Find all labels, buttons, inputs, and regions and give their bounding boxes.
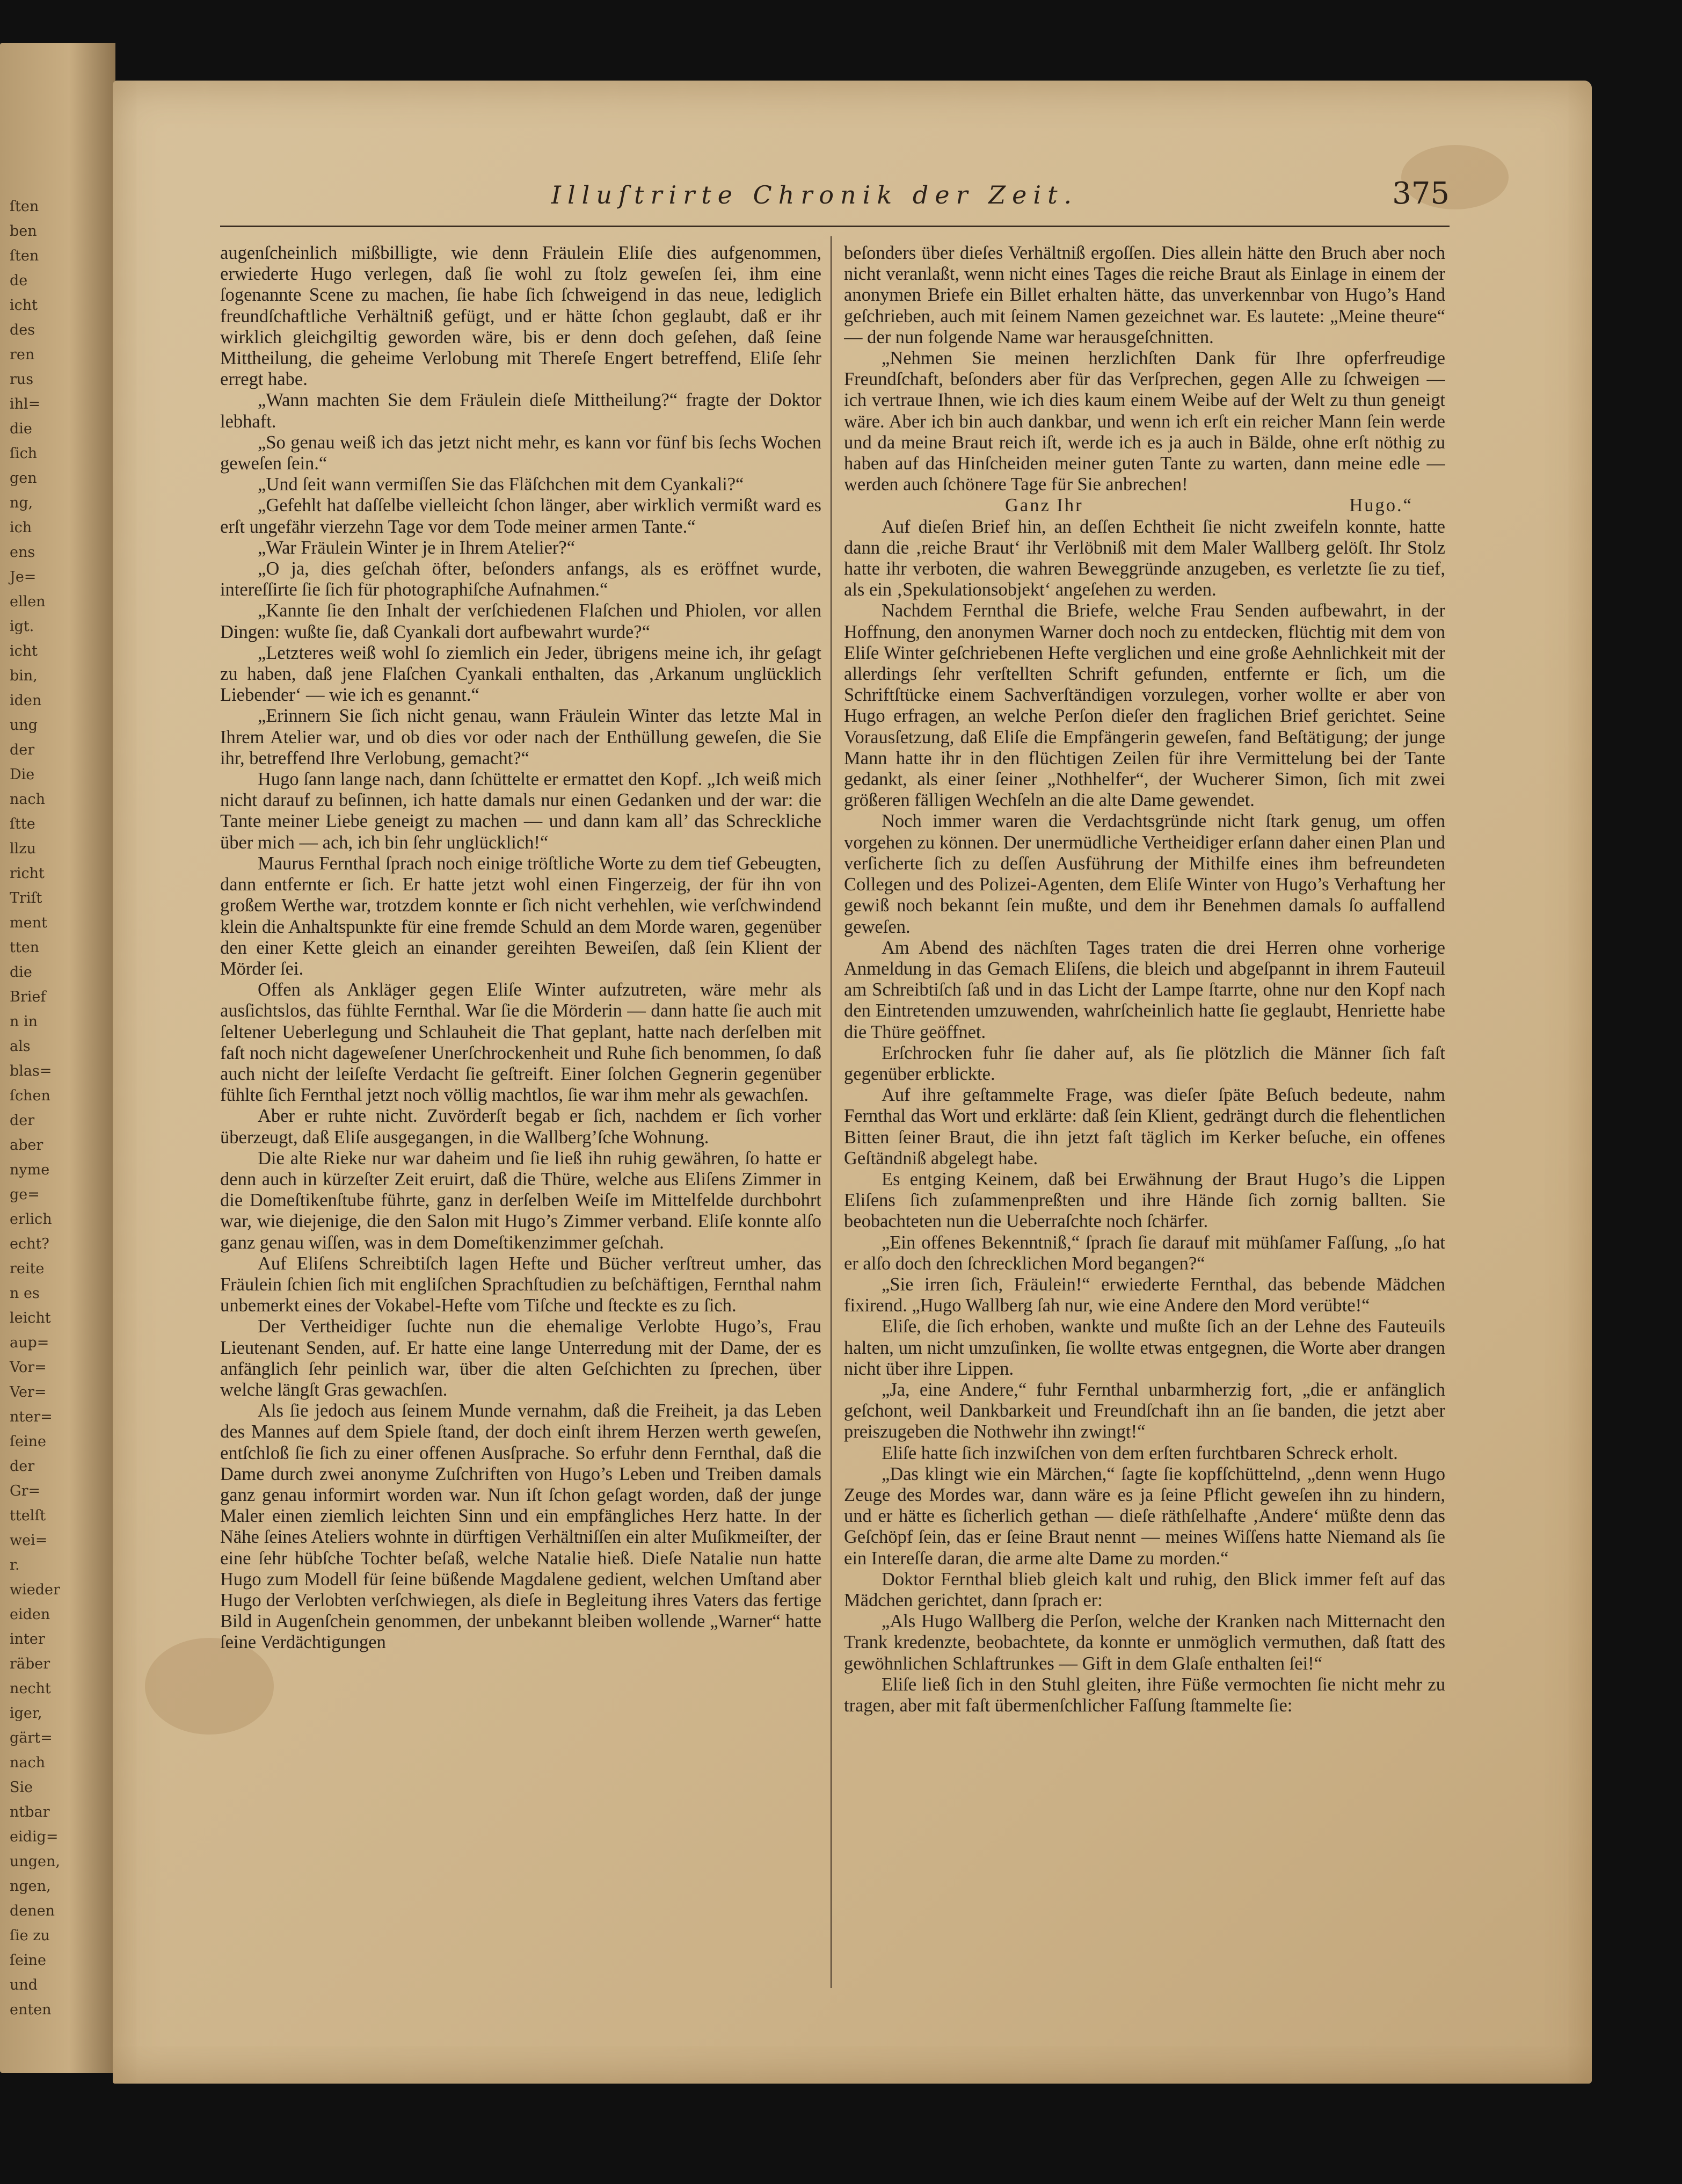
paragraph: „Als Hugo Wallberg die Perſon, welche der Kranken nach Mitternacht den Trank kredenzte, beobachtete, da konnte er unmöglich vermuthen, daß ſtatt des gewöhnlichen Schlaftrunkes — Gift in dem Glaſe enthalten ſei!“ xyxy=(844,1611,1445,1674)
previous-page-fragment: nach xyxy=(10,1754,45,1771)
previous-page-fragment: ſeine xyxy=(10,1952,46,1969)
previous-page-fragment: richt xyxy=(10,865,45,882)
previous-page-edge xyxy=(0,43,115,2073)
previous-page-fragment: iger, xyxy=(10,1705,42,1722)
page-number: 375 xyxy=(1392,176,1450,211)
previous-page-fragment: gen xyxy=(10,470,37,487)
paragraph: Hugo ſann lange nach, dann ſchüttelte er ermattet den Kopf. „Ich weiß mich nicht darauf zu beſinnen, ich hatte damals nur einen Gedanken und der war: die Tante meiner Liebe geneigt zu machen — und dann kam all’ das Schreckliche über mich — ach, ich bin ſehr unglücklich!“ xyxy=(220,769,821,853)
previous-page-fragment: ſich xyxy=(10,445,38,462)
previous-page-fragment: der xyxy=(10,742,35,758)
previous-page-fragment: die xyxy=(10,964,32,981)
previous-page-fragment: ben xyxy=(10,223,37,240)
previous-page-fragment: blas= xyxy=(10,1063,52,1079)
previous-page-fragment: wieder xyxy=(10,1581,60,1598)
previous-page-fragment: llzu xyxy=(10,840,36,857)
previous-page-fragment: Je= xyxy=(10,569,37,585)
paragraph: „Ja, eine Andere,“ fuhr Fernthal unbarmherzig fort, „die er anfänglich geſchont, weil Dankbarkeit und Freundſchaft ihn an ſie banden, die jetzt aber preiszugeben die Nothwehr ihn zwingt!“ xyxy=(844,1379,1445,1442)
previous-page-fragment: ſie zu xyxy=(10,1927,50,1944)
previous-page-fragment: als xyxy=(10,1038,31,1055)
previous-page-fragment: r. xyxy=(10,1557,20,1573)
previous-page-fragment: aup= xyxy=(10,1334,49,1351)
previous-page-fragment: Vor= xyxy=(10,1359,47,1376)
previous-page-fragment: ment xyxy=(10,915,47,931)
previous-page-fragment: bin, xyxy=(10,667,38,684)
previous-page-fragment: ellen xyxy=(10,593,46,610)
paragraph: Eliſe, die ſich erhoben, wankte und mußte ſich an der Lehne des Fauteuils halten, um nicht umzuſinken, ſie wollte etwas entgegnen, die Worte aber drangen nicht über ihre Lippen. xyxy=(844,1316,1445,1379)
previous-page-fragment: die xyxy=(10,420,32,437)
paragraph: „O ja, dies geſchah öfter, beſonders anfangs, als es eröffnet wurde, intereſſirte ſie ſich für photographiſche Aufnahmen.“ xyxy=(220,558,821,600)
previous-page-fragment: icht xyxy=(10,643,38,659)
previous-page-fragment: enten xyxy=(10,2001,52,2018)
right-text-column xyxy=(844,243,1445,1988)
previous-page-fragment: erlich xyxy=(10,1211,52,1228)
previous-page-fragment: icht xyxy=(10,297,38,314)
paragraph: Am Abend des nächſten Tages traten die drei Herren ohne vorherige Anmeldung in das Gemach Eliſens, die bleich und abgeſpannt in ihrem Fauteuil am Schreibtiſch ſaß und in das Licht der Lampe ſtarrte, ohne nur den Kopf nach den Eintretenden umzuwenden, wahrſcheinlich hatte ſie geglaubt, Henriette habe die Thüre geöffnet. xyxy=(844,937,1445,1042)
column-divider xyxy=(831,236,832,1988)
previous-page-fragment: echt? xyxy=(10,1236,49,1252)
previous-page-fragment: ſchen xyxy=(10,1087,50,1104)
paragraph: „Erinnern Sie ſich nicht genau, wann Fräulein Winter das letzte Mal in Ihrem Atelier war, und ob dies vor oder nach der Enthüllung geweſen, die Sie ihr, betreffend Ihre Verlobung, gemacht?“ xyxy=(220,706,821,768)
page-header xyxy=(180,176,1450,219)
paragraph: „So genau weiß ich das jetzt nicht mehr, es kann vor fünf bis ſechs Wochen geweſen ſein.“ xyxy=(220,432,821,474)
previous-page-fragment: n es xyxy=(10,1285,40,1302)
previous-page-fragment: wei= xyxy=(10,1532,48,1549)
previous-page-fragment: nyme xyxy=(10,1162,50,1178)
previous-page-fragment: nter= xyxy=(10,1409,53,1425)
previous-page-fragment: iden xyxy=(10,692,42,709)
previous-page-fragment: ngen, xyxy=(10,1878,51,1895)
previous-page-fragment: ng, xyxy=(10,495,33,511)
previous-page-fragment: ich xyxy=(10,519,32,536)
paragraph: Es entging Keinem, daß bei Erwähnung der Braut Hugo’s die Lippen Eliſens ſich zuſammenpreßten und ihre Hände ſich zornig ballten. Sie beobachteten nun die Ueberraſchte noch ſchärfer. xyxy=(844,1169,1445,1232)
previous-page-fragment: ge= xyxy=(10,1186,40,1203)
previous-page-fragment: ren xyxy=(10,346,35,363)
previous-page-fragment: ihl= xyxy=(10,396,41,412)
previous-page-fragment: n in xyxy=(10,1013,38,1030)
previous-page-fragment: leicht xyxy=(10,1310,51,1326)
previous-page-fragment: des xyxy=(10,322,35,338)
previous-page-fragment: necht xyxy=(10,1680,51,1697)
paragraph: Auf dieſen Brief hin, an deſſen Echtheit ſie nicht zweifeln konnte, hatte dann die ‚reiche Braut‘ ihr Verlöbniß mit dem Maler Wallberg gelöſt. Ihr Stolz hatte ihr verboten, die wahren Beweggründe anzugeben, es verletzte ſie zu tief, als ein ‚Spekulationsobjekt‘ angeſehen zu werden. xyxy=(844,516,1445,600)
previous-page-fragment: inter xyxy=(10,1631,45,1648)
previous-page-fragment: und xyxy=(10,1977,38,1993)
paragraph: „War Fräulein Winter je in Ihrem Atelier?“ xyxy=(258,537,576,558)
paragraph: Eliſe hatte ſich inzwiſchen von dem erſten furchtbaren Schreck erholt. xyxy=(882,1442,1398,1463)
previous-page-fragment: aber xyxy=(10,1137,43,1153)
paragraph: „Wann machten Sie dem Fräulein dieſe Mittheilung?“ fragte der Doktor lebhaft. xyxy=(220,390,821,432)
paragraph: Offen als Ankläger gegen Eliſe Winter aufzutreten, wäre mehr als ausſichtslos, das fühlte Fernthal. War ſie die Mörderin — dann hatte ſie auch mit ſeltener Ueberlegung und Schlauheit die That geplant, hatte nach derſelben mit faſt noch nicht dageweſener Unerſchrockenheit und Ruhe ſich benommen, ſo daß auch nicht der leiſeſte Verdacht ſie geſtreift. Einer ſolchen Gegnerin gegenüber fühlte ſich Fernthal jetzt noch völlig machtlos, ſie war ihm mehr als gewachſen. xyxy=(220,979,821,1106)
letter-signature xyxy=(844,495,1445,516)
previous-page-fragment: eiden xyxy=(10,1606,50,1623)
paragraph: Die alte Rieke nur war daheim und ſie ließ ihn ruhig gewähren, ſo hatte er denn auch in kürzeſter Zeit eruirt, daß die Thüre, welche aus Eliſens Zimmer in die Domeſtikenſtube führte, ganz in derſelben Weiſe im Mittelfelde durchbohrt war, wie diejenige, die den Salon mit Hugo’s Zimmer verband. Eliſe konnte alſo ganz genau wiſſen, was in dem Domeſtikenzimmer geſchah. xyxy=(220,1148,821,1253)
paragraph: Eliſe ließ ſich in den Stuhl gleiten, ihre Füße vermochten ſie nicht mehr zu tragen, aber mit faſt übermenſchlicher Faſſung ſtammelte ſie: xyxy=(844,1674,1445,1716)
running-title: Illuſtrirte Chronik der Zeit. xyxy=(551,180,1079,209)
paragraph: Noch immer waren die Verdachtsgründe nicht ſtark genug, um offen vorgehen zu können. Der unermüdliche Vertheidiger erſann daher einen Plan und verſicherte ſich zu deſſen Ausführung der Mithilfe eines ihm befreundeten Collegen und des Polizei-Agenten, dem Eliſe Winter von Hugo’s Verhaftung her gewiß noch bekannt ſein mußte, und dem ihr Benehmen damals ſo auffallend geweſen. xyxy=(844,811,1445,937)
paragraph: Nachdem Fernthal die Briefe, welche Frau Senden aufbewahrt, in der Hoffnung, den anonymen Warner doch noch zu entdecken, flüchtig mit dem von Eliſe Winter geſchriebenen Hefte verglichen und eine große Aehnlichkeit mit der allerdings ſehr verſtellten Schrift gefunden, entfernte er ſich, um die Schriftſtücke einem Sachverſtändigen vorzulegen, vorher wollte er aber von Hugo erfragen, an welche Perſon dieſer den fraglichen Brief gerichtet. Seine Vorausſetzung, daß Eliſe die Empfängerin geweſen, fand Beſtätigung; der junge Mann hatte ihr in den flüchtigen Zeilen für ihre Vermittelung bei der Tante gedankt, als einer ſeiner „Nothhelfer“, der Wucherer Simon, ſich mit zwei größeren fälligen Wechſeln an die alte Dame gewendet. xyxy=(844,600,1445,811)
paragraph: „Sie irren ſich, Fräulein!“ erwiederte Fernthal, das bebende Mädchen fixirend. „Hugo Wallberg ſah nur, wie eine Andere den Mord verübte!“ xyxy=(844,1274,1445,1316)
previous-page-fragment: reite xyxy=(10,1260,45,1277)
paragraph: Maurus Fernthal ſprach noch einige tröſtliche Worte zu dem tief Gebeugten, dann entfernte er ſich. Er hatte jetzt wohl einen Fingerzeig, der für ihn von großem Werthe war, trotzdem konnte er ſich nicht verhehlen, wie verſchwindend klein die Anhaltspunkte für eine fremde Schuld an dem Morde waren, gegenüber den einer Kette gleich an einander gereihten Beweiſen, daß ſein Klient der Mörder ſei. xyxy=(220,853,821,979)
previous-page-fragment: tten xyxy=(10,939,40,956)
previous-page-fragment: ens xyxy=(10,544,35,561)
paragraph: „Kannte ſie den Inhalt der verſchiedenen Flaſchen und Phiolen, vor allen Dingen: wußte ſie, daß Cyankali dort aufbewahrt wurde?“ xyxy=(220,600,821,642)
paragraph: Der Vertheidiger ſuchte nun die ehemalige Verlobte Hugo’s, Frau Lieutenant Senden, auf. Er hatte eine lange Unterredung mit der Dame, der es anfänglich ſehr peinlich war, über die alten Geſchichten zu ſprechen, über welche längſt Gras gewachſen. xyxy=(220,1316,821,1400)
paragraph: „Letzteres weiß wohl ſo ziemlich ein Jeder, übrigens meine ich, ihr geſagt zu haben, daß jene Flaſchen Cyankali enthalten, das ‚Arkanum unglücklich Liebender‘ — wie ich es genannt.“ xyxy=(220,642,821,706)
signature-name: Hugo.“ xyxy=(1349,495,1413,516)
previous-page-fragment: ung xyxy=(10,717,38,734)
previous-page-fragment: eidig= xyxy=(10,1829,59,1845)
paragraph: beſonders über dieſes Verhältniß ergoſſen. Dies allein hätte den Bruch aber noch nicht veranlaßt, wenn nicht eines Tages die reiche Braut als Einlage in einem der anonymen Briefe ein Billet erhalten hätte, das unverkennbar von Hugo’s Hand geſchrieben, auch mit ſeinem Namen gezeichnet war. Es lautete: „Meine theure“ — der nun folgende Name war herausgeſchnitten. xyxy=(844,243,1445,347)
previous-page-fragment: igt. xyxy=(10,618,34,635)
signature-closing: Ganz Ihr xyxy=(1005,495,1083,516)
previous-page-fragment: ttelſt xyxy=(10,1507,46,1524)
previous-page-fragment: Brief xyxy=(10,989,46,1005)
previous-page-fragment: ſtte xyxy=(10,816,35,832)
previous-page-fragment: rus xyxy=(10,371,34,388)
paragraph: „Gefehlt hat daſſelbe vielleicht ſchon länger, aber wirklich vermißt ward es erſt ungefähr vierzehn Tage vor dem Tode meiner armen Tante.“ xyxy=(220,495,821,537)
previous-page-fragment: Die xyxy=(10,766,35,783)
paragraph: Aber er ruhte nicht. Zuvörderſt begab er ſich, nachdem er ſich vorher überzeugt, daß Eliſe ausgegangen, in die Wallberg’ſche Wohnung. xyxy=(220,1106,821,1148)
previous-page-fragment: Sie xyxy=(10,1779,33,1796)
paragraph: Auf Eliſens Schreibtiſch lagen Hefte und Bücher verſtreut umher, das Fräulein ſchien ſich mit engliſchen Sprachſtudien zu beſchäftigen, Fernthal nahm unbemerkt eines der Vokabel-Hefte vom Tiſche und ſteckte es zu ſich. xyxy=(220,1253,821,1316)
previous-page-fragment: gärt= xyxy=(10,1730,53,1746)
previous-page-fragment: ungen, xyxy=(10,1853,61,1870)
header-rule xyxy=(220,226,1450,227)
previous-page-fragment: Ver= xyxy=(10,1384,47,1401)
paragraph: „Das klingt wie ein Märchen,“ ſagte ſie kopfſchüttelnd, „denn wenn Hugo Zeuge des Mordes war, dann wäre es ja ſeine Pflicht geweſen ihn zu hindern, und er hätte es ſicherlich gethan — dieſe räthſelhafte ‚Andere‘ müßte denn das Geſchöpf ſein, das er ſeine Braut nennt — meines Wiſſens hatte Niemand als ſie ein Intereſſe daran, die arme alte Dame zu morden.“ xyxy=(844,1463,1445,1569)
paragraph: Doktor Fernthal blieb gleich kalt und ruhig, den Blick immer feſt auf das Mädchen gerichtet, dann ſprach er: xyxy=(844,1569,1445,1610)
paragraph: „Ein offenes Bekenntniß,“ ſprach ſie darauf mit mühſamer Faſſung, „ſo hat er alſo doch den ſchrecklichen Mord begangen?“ xyxy=(844,1232,1445,1274)
previous-page-fragment: der xyxy=(10,1458,35,1475)
previous-page-fragment: ntbar xyxy=(10,1804,50,1820)
paragraph: „Und ſeit wann vermiſſen Sie das Fläſchchen mit dem Cyankali?“ xyxy=(258,474,744,495)
previous-page-fragment: der xyxy=(10,1112,35,1129)
previous-page-fragment: räber xyxy=(10,1656,50,1672)
previous-page-fragment: Triſt xyxy=(10,890,42,906)
previous-page-fragment: Gr= xyxy=(10,1483,41,1499)
paragraph: Als ſie jedoch aus ſeinem Munde vernahm, daß die Freiheit, ja das Leben des Mannes auf dem Spiele ſtand, der doch einſt ihrem Herzen werth geweſen, entſchloß ſie ſich zu einer offenen Ausſprache. So erfuhr denn Fernthal, daß die Dame durch zwei anonyme Zuſchriften von Hugo’s Leben und Treiben damals ganz genau informirt worden war. Nun iſt ſchon geſagt worden, daß der junge Maler einen ziemlich leichten Sinn und ein empfängliches Herz hatte. In der Nähe ſeines Ateliers wohnte in dürftigen Verhältniſſen ein alter Muſikmeiſter, der eine ſehr hübſche Tochter beſaß, welche Natalie hieß. Dieſe Natalie nun hatte Hugo zum Modell für ſeine büßende Magdalene gedient, welchen Umſtand aber Hugo der Verlobten verſchwiegen, als dieſe in Begleitung ihres Vaters das fertige Bild in Augenſchein genommen, der unbekannt bleiben wollende „Warner“ hatte ſeine Verdächtigungen xyxy=(220,1401,821,1653)
paragraph: Erſchrocken fuhr ſie daher auf, als ſie plötzlich die Männer ſich faſt gegenüber erblickte. xyxy=(844,1042,1445,1084)
previous-page-fragment: ſten xyxy=(10,198,39,215)
previous-page-fragment: de xyxy=(10,272,28,289)
paragraph: Auf ihre geſtammelte Frage, was dieſer ſpäte Beſuch bedeute, nahm Fernthal das Wort und erklärte: daß ſein Klient, gedrängt durch die flehentlichen Bitten ſeiner Braut, die ihn jetzt faſt täglich im Kerker beſuche, ein offenes Geſtändniß abgelegt habe. xyxy=(844,1085,1445,1169)
previous-page-fragment: ſten xyxy=(10,248,39,264)
paragraph: augenſcheinlich mißbilligte, wie denn Fräulein Eliſe dies aufgenommen, erwiederte Hugo verlegen, daß ſie wohl zu ſtolz geweſen ſei, ihm eine ſogenannte Scene zu machen, ſie habe ſich ſchweigend in das neue, lediglich freundſchaftliche Verhältniß gefügt, und er hätte ſchon geglaubt, daß er ihr wirklich gleichgiltig geworden wäre, bis er denn doch geſehen, daß ſeine Mittheilung, die geheime Verlobung mit Thereſe Engert betreffend, Eliſe ſehr erregt habe. xyxy=(220,243,821,390)
previous-page-fragment: nach xyxy=(10,791,45,808)
left-text-column xyxy=(220,243,821,1988)
previous-page-fragment: ſeine xyxy=(10,1433,46,1450)
previous-page-fragment: denen xyxy=(10,1903,55,1919)
paragraph: „Nehmen Sie meinen herzlichſten Dank für Ihre opferfreudige Freundſchaft, beſonders aber für das Verſprechen, gegen Alle zu ſchweigen — ich vertraue Ihnen, wie ich dies kaum einem Weibe auf der Welt zu thun geneigt wäre. Aber ich bin auch dankbar, und wenn ich erſt ein reicher Mann ſein werde und da meine Braut reich iſt, werde ich es ja auch in Bälde, ohne erſt nöthig zu haben auf das Hinſcheiden meiner guten Tante zu warten, dann meine edle — werden auch ſchönere Tage für Sie anbrechen! xyxy=(844,348,1445,495)
